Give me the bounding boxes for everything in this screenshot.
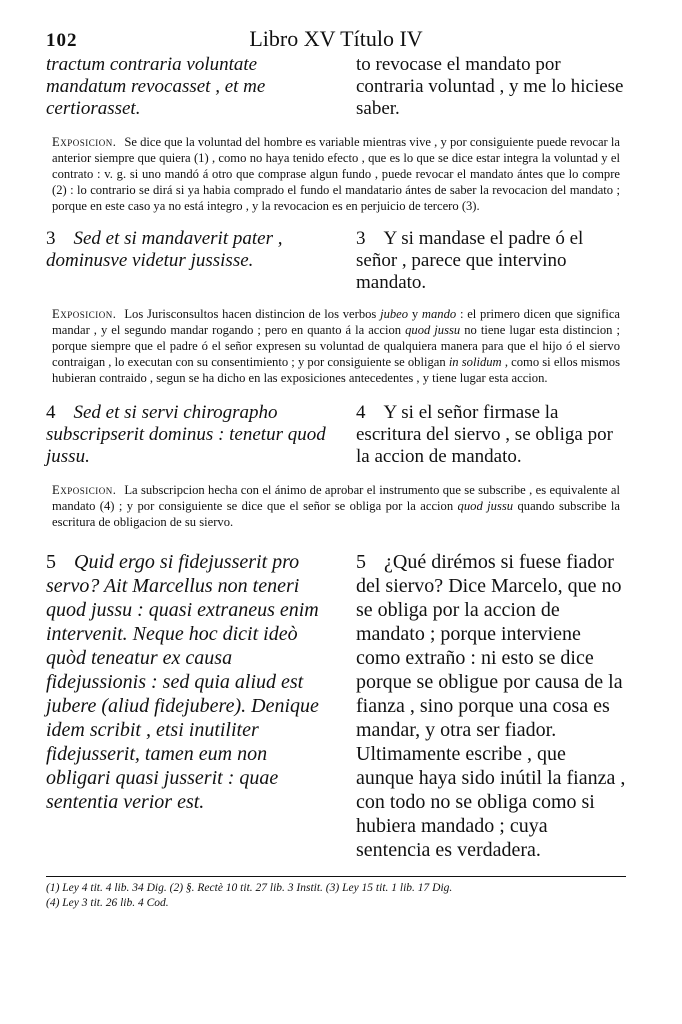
spanish-body: Y si el señor firmase la escritura del siervo , se obliga por la accion de mandato. (356, 402, 613, 467)
latin-term: jubeo (380, 307, 409, 321)
exposition-text: y (411, 307, 419, 321)
exposition-text: : el primero dicen que significa mandar , y el segundo mandar rogando ; pero en quanto á la accion (52, 307, 621, 337)
page-number: 102 (46, 30, 78, 51)
spanish-text: to revocase el mandato por contraria voluntad , y me lo hiciese saber. (356, 54, 624, 119)
exposition-label: Exposicion. (52, 135, 117, 149)
section-number: 3 (46, 228, 56, 249)
latin-text (46, 402, 332, 468)
spanish-text (356, 550, 626, 862)
exposition-text: La subscripcion hecha con el ánimo de aprobar el instrumento que se subscribe , es equivalente al mandato (4) ; y por consiguiente se dice que el señor se obliga por la accion (52, 483, 620, 513)
latin-text (46, 550, 332, 814)
exposition-4 (52, 482, 620, 530)
page-header (46, 22, 626, 52)
section-1 (46, 54, 626, 120)
exposition-text: , como si ellos mismos hubieran contraido , segun se ha dicho en las exposiciones antecedentes , y tiene lugar esta accion. (52, 355, 620, 385)
latin-term: mando (421, 307, 457, 321)
spanish-text (356, 402, 626, 468)
section-number: 3 (356, 228, 366, 249)
exposition-3 (52, 306, 620, 386)
footnote-line: (1) Ley 4 tit. 4 lib. 34 Dig. (2) §. Rectè 10 tit. 27 lib. 3 Instit. (3) Ley 15 tit. 1 lib. 17 Dig. (46, 882, 453, 894)
latin-term: quod jussu (457, 499, 514, 513)
spanish-body: Y si mandase el padre ó el señor , parece que intervino mandato. (356, 228, 584, 293)
latin-text (46, 228, 332, 272)
section-number: 5 (356, 551, 366, 573)
exposition-1 (52, 134, 620, 214)
running-title: Libro XV Título IV (249, 26, 423, 51)
exposition-text: no tiene lugar esta distincion ; porque siempre que el padre ó el señor expresen su voluntad de qualquiera manera para que el hijo ó el siervo contraigan , lo executan con su consentimiento ; y por consiguiente se obligan (52, 323, 620, 369)
exposition-text: Los Jurisconsultos hacen distincion de los verbos (124, 307, 377, 321)
exposition-text: quando subscribe la escritura de obligacion de su siervo. (52, 499, 621, 529)
section-number: 5 (46, 551, 56, 573)
document-page (46, 22, 626, 911)
exposition-text: Se dice que la voluntad del hombre es variable mientras vive , y por consiguiente puede revocar la anterior siempre que quiera (1) , como no haya tenido efecto , que es lo que se dice estar integra la voluntad y el contrato : v. g. si uno mandó á otro que comprase algun fundo , puede revocar el mandato ántes que lo compre (2) : lo contrario se dirá si ya habia comprado el fundo el mandatario ántes de saber la revocacion del mandato ; porque en este caso ya no está integro , y la revocacion es en perjuicio de tercero (3). (52, 135, 620, 213)
exposition-label: Exposicion. (52, 307, 117, 321)
section-5 (46, 550, 626, 862)
section-4 (46, 402, 626, 468)
spanish-body: ¿Qué dirémos si fuese fiador del siervo? Dice Marcelo, que no se obliga por la accion de mandato ; porque interviene como extraño : ni esto se dice porque se obligue por causa de la fianza , sino porque una cosa es mandar, y otra ser fiador. Ultimamente escribe , que aunque haya sido inútil la fianza , con todo no se obliga como si hubiera mandado ; cuya sentencia es verdadera. (356, 551, 626, 861)
footnotes (46, 876, 626, 911)
spanish-text (356, 228, 626, 294)
latin-body: Quid ergo si fidejusserit pro servo? Ait Marcellus non teneri quod jussu : quasi extraneus enim intervenit. Neque hoc dicit ideò quòd teneatur ex causa fidejussionis : sed quia aliud est jubere (aliud fidejubere). Denique idem scribit , etsi inutiliter fidejusserit, tamen eum non obligari quasi jusserit : quae sententia verior est. (46, 551, 319, 813)
section-number: 4 (356, 402, 366, 423)
latin-body: Sed et si servi chirographo subscripserit dominus : tenetur quod jussu. (46, 402, 326, 467)
exposition-label: Exposicion. (52, 483, 117, 497)
section-number: 4 (46, 402, 56, 423)
latin-term: in solidum (448, 355, 502, 369)
section-3 (46, 228, 626, 294)
latin-text: tractum contraria voluntate mandatum revocasset , et me certiorasset. (46, 54, 266, 119)
latin-term: quod jussu (405, 323, 461, 337)
footnote-line: (4) Ley 3 tit. 26 lib. 4 Cod. (46, 897, 169, 909)
latin-body: Sed et si mandaverit pater , dominusve videtur jussisse. (46, 228, 283, 271)
